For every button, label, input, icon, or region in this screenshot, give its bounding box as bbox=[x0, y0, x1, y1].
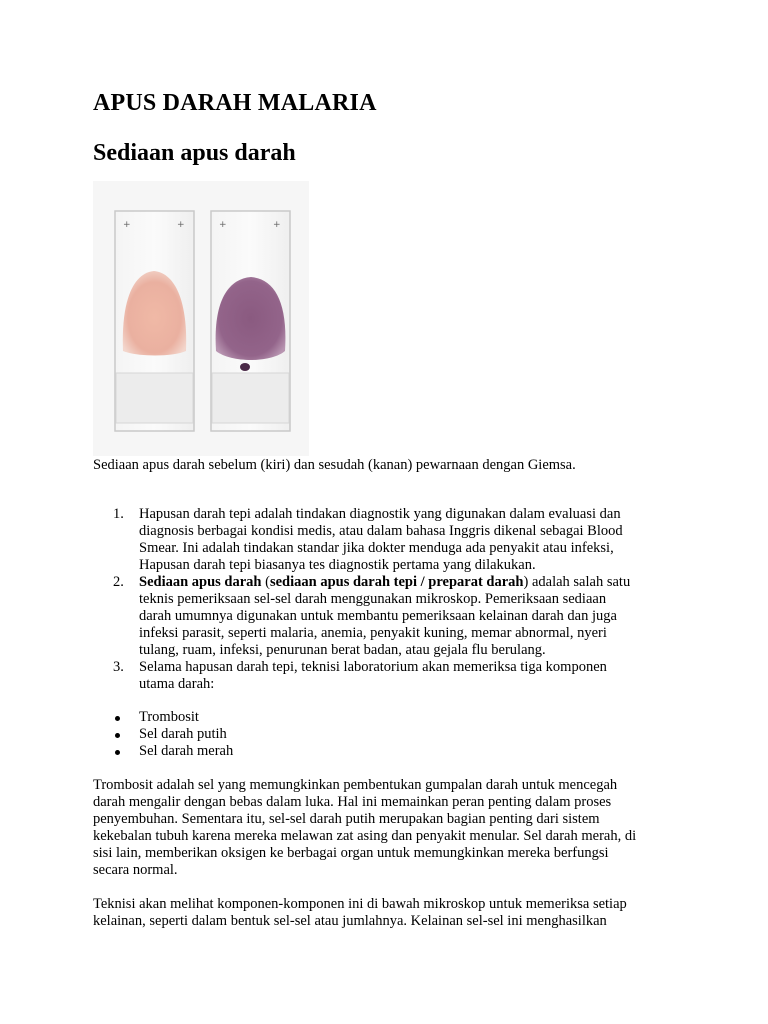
bullet-icon bbox=[115, 733, 120, 738]
blood-smear-slides-photo bbox=[93, 181, 309, 456]
list-number: 2. bbox=[113, 574, 124, 590]
text-fragment: ( bbox=[261, 574, 270, 590]
text-line: Trombosit adalah sel yang memungkinkan pembentukan gumpalan darah untuk mencegah bbox=[93, 777, 618, 793]
bullet-list bbox=[93, 709, 233, 760]
bullet-text: Sel darah putih bbox=[139, 726, 227, 742]
text-line: utama darah: bbox=[139, 676, 215, 692]
list-item bbox=[93, 726, 233, 743]
bullet-text: Trombosit bbox=[139, 709, 199, 725]
text-line: Teknisi akan melihat komponen-komponen ini di bawah mikroskop untuk memeriksa setiap bbox=[93, 896, 627, 912]
text-line: diagnosis berbagai kondisi medis, atau dalam bahasa Inggris dikenal sebagai Blood bbox=[139, 523, 623, 539]
text-line: secara normal. bbox=[93, 862, 178, 878]
bold-term: Sediaan apus darah bbox=[139, 574, 262, 590]
numbered-list bbox=[93, 506, 683, 693]
text-line: Selama hapusan darah tepi, teknisi laboratorium akan memeriksa tiga komponen bbox=[139, 659, 607, 675]
text-line: tulang, ruam, infeksi, penurunan berat badan, atau gejala flu berulang. bbox=[139, 642, 546, 658]
text-line: Smear. Ini adalah tindakan standar jika dokter menduga ada penyakit atau infeksi, bbox=[139, 540, 614, 556]
document-title: APUS DARAH MALARIA bbox=[93, 90, 377, 116]
text-line: Hapusan darah tepi biasanya tes diagnostik pertama yang dilakukan. bbox=[139, 557, 536, 573]
list-number: 1. bbox=[113, 506, 124, 522]
figure-caption: Sediaan apus darah sebelum (kiri) dan sesudah (kanan) pewarnaan dengan Giemsa. bbox=[93, 457, 576, 473]
text-line: darah umumnya digunakan untuk membantu pemeriksaan kelainan darah dan juga bbox=[139, 608, 617, 624]
giemsa-stained-slide bbox=[211, 211, 290, 431]
body-paragraph bbox=[93, 777, 693, 879]
svg-text:+: + bbox=[273, 220, 281, 230]
text-line: kekebalan tubuh karena mereka melawan zat asing dan penyakit menular. Sel darah merah, di bbox=[93, 828, 637, 844]
bullet-icon bbox=[115, 716, 120, 721]
text-line: infeksi parasit, seperti malaria, anemia, penyakit kuning, memar abnormal, nyeri bbox=[139, 625, 607, 641]
body-paragraph bbox=[93, 896, 693, 930]
svg-text:+: + bbox=[123, 220, 131, 230]
text-line: kelainan, seperti dalam bentuk sel-sel atau jumlahnya. Kelainan sel-sel ini menghasilkan bbox=[93, 913, 607, 929]
text-line: sisi lain, memberikan oksigen ke berbagai organ untuk memungkinkan mereka berfungsi bbox=[93, 845, 609, 861]
unstained-slide bbox=[115, 211, 194, 431]
text-line: darah mengalir dengan bebas dalam luka. Hal ini memainkan peran penting dalam proses bbox=[93, 794, 612, 810]
text-line: Hapusan darah tepi adalah tindakan diagnostik yang digunakan dalam evaluasi dan bbox=[139, 506, 621, 522]
text-line: teknis pemeriksaan sel-sel darah menggunakan mikroskop. Pemeriksaan sediaan bbox=[139, 591, 607, 607]
bullet-icon bbox=[115, 750, 120, 755]
list-item bbox=[93, 709, 233, 726]
list-item bbox=[93, 659, 683, 693]
list-item bbox=[93, 574, 683, 659]
bold-term: sediaan apus darah tepi / preparat darah bbox=[269, 574, 524, 590]
list-item bbox=[93, 506, 683, 574]
text-line: penyembuhan. Sementara itu, sel-sel darah putih merupakan bagian penting dari sistem bbox=[93, 811, 600, 827]
svg-text:+: + bbox=[177, 220, 185, 230]
list-item bbox=[93, 743, 233, 760]
list-number: 3. bbox=[113, 659, 124, 675]
bullet-text: Sel darah merah bbox=[139, 743, 234, 759]
text-fragment: ) adalah salah satu bbox=[523, 574, 631, 590]
section-heading: Sediaan apus darah bbox=[93, 140, 296, 166]
svg-text:+: + bbox=[219, 220, 227, 230]
